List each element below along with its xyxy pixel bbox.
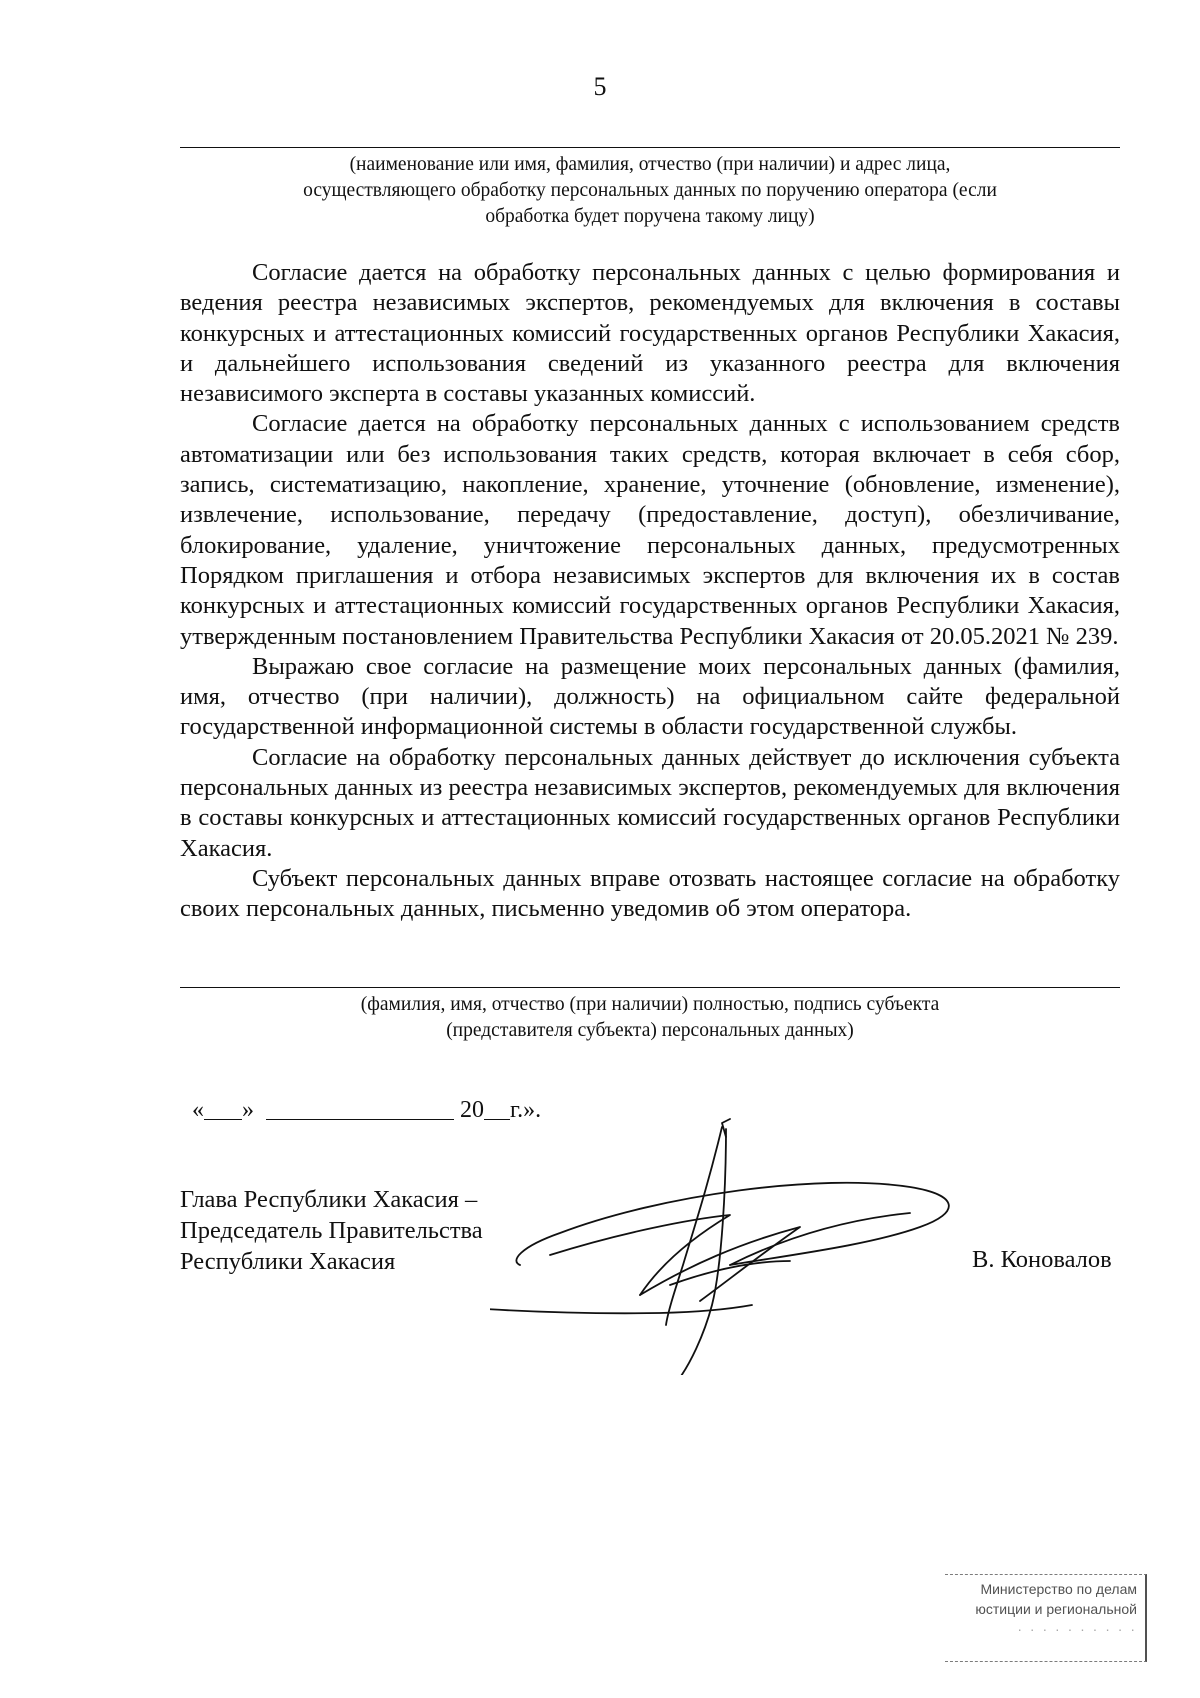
month-blank bbox=[266, 1097, 454, 1120]
caption-line: (представителя субъекта) персональных данных) bbox=[446, 1020, 854, 1041]
date-line bbox=[180, 1070, 541, 1124]
caption-line: осуществляющего обработку персональных данных по поручению оператора (если bbox=[303, 180, 997, 201]
signer-title-line: Глава Республики Хакасия – bbox=[180, 1186, 478, 1213]
consent-body bbox=[180, 258, 1120, 925]
caption-line: (наименование или имя, фамилия, отчество (при наличии) и адрес лица, bbox=[349, 154, 951, 175]
date-open-quote: « bbox=[192, 1097, 204, 1123]
stamp-line-faded: · · · · · · · · · · bbox=[1017, 1621, 1137, 1637]
stamp-line: юстиции и региональной bbox=[975, 1601, 1137, 1617]
signer-name: В. Коновалов bbox=[972, 1246, 1112, 1273]
stamp-line: Министерство по делам bbox=[980, 1581, 1137, 1597]
day-blank bbox=[204, 1097, 242, 1120]
signer-title-line: Председатель Правительства bbox=[180, 1217, 483, 1244]
paragraph-publication-consent: Выражаю свое согласие на размещение моих персональных данных (фамилия, имя, отчество (при наличии), должность) на официальном сайте федеральной государственной информационной системы в области государственной службы. bbox=[180, 652, 1120, 741]
paragraph-revocation: Субъект персональных данных вправе отозвать настоящее согласие на обработку своих персональных данных, письменно уведомив об этом оператора. bbox=[180, 864, 1120, 923]
date-close-quote: » bbox=[242, 1097, 254, 1123]
paragraph-processing-scope: Согласие дается на обработку персональных данных с использованием средств автоматизации или без использования таких средств, которая включает в себя сбор, запись, систематизацию, накопление, хранение, уточнение (обновление, изменение), извлечение, использование, передачу (предоставление, доступ), обезличивание, блокирование, удаление, уничтожение персональных данных, предусмотренных Порядком приглашения и отбора независимых экспертов для включения их в состав конкурсных и аттестационных комиссий государственных органов Республики Хакасия, утвержденным постановлением Правительства Республики Хакасия от 20.05.2021 № 239. bbox=[180, 410, 1120, 650]
handwritten-signature bbox=[490, 1115, 970, 1375]
registration-stamp bbox=[945, 1574, 1147, 1662]
signature-caption bbox=[180, 992, 1120, 1044]
paragraph-purpose: Согласие дается на обработку персональных данных с целью формирования и ведения реестра независимых экспертов, рекомендуемых для включения в составы конкурсных и аттестационных комиссий государственных органов Республики Хакасия, и дальнейшего использования сведений из указанного реестра для включения независимого эксперта в составы указанных комиссий. bbox=[180, 259, 1120, 408]
operator-caption bbox=[180, 152, 1120, 230]
operator-blank-line bbox=[180, 147, 1120, 148]
year-suffix: г.». bbox=[510, 1097, 542, 1123]
caption-line: обработка будет поручена такому лицу) bbox=[485, 206, 815, 227]
paragraph-validity: Согласие на обработку персональных данных действует до исключения субъекта персональных данных из реестра независимых экспертов, рекомендуемых для включения в составы конкурсных и аттестационных комиссий государственных органов Республики Хакасия. bbox=[180, 743, 1120, 862]
year-prefix: 20 bbox=[460, 1097, 484, 1123]
subject-signature-line bbox=[180, 987, 1120, 988]
page-number: 5 bbox=[593, 72, 607, 101]
caption-line: (фамилия, имя, отчество (при наличии) полностью, подпись субъекта bbox=[360, 994, 940, 1015]
signer-title-line: Республики Хакасия bbox=[180, 1248, 396, 1275]
signer-title bbox=[180, 1184, 483, 1277]
